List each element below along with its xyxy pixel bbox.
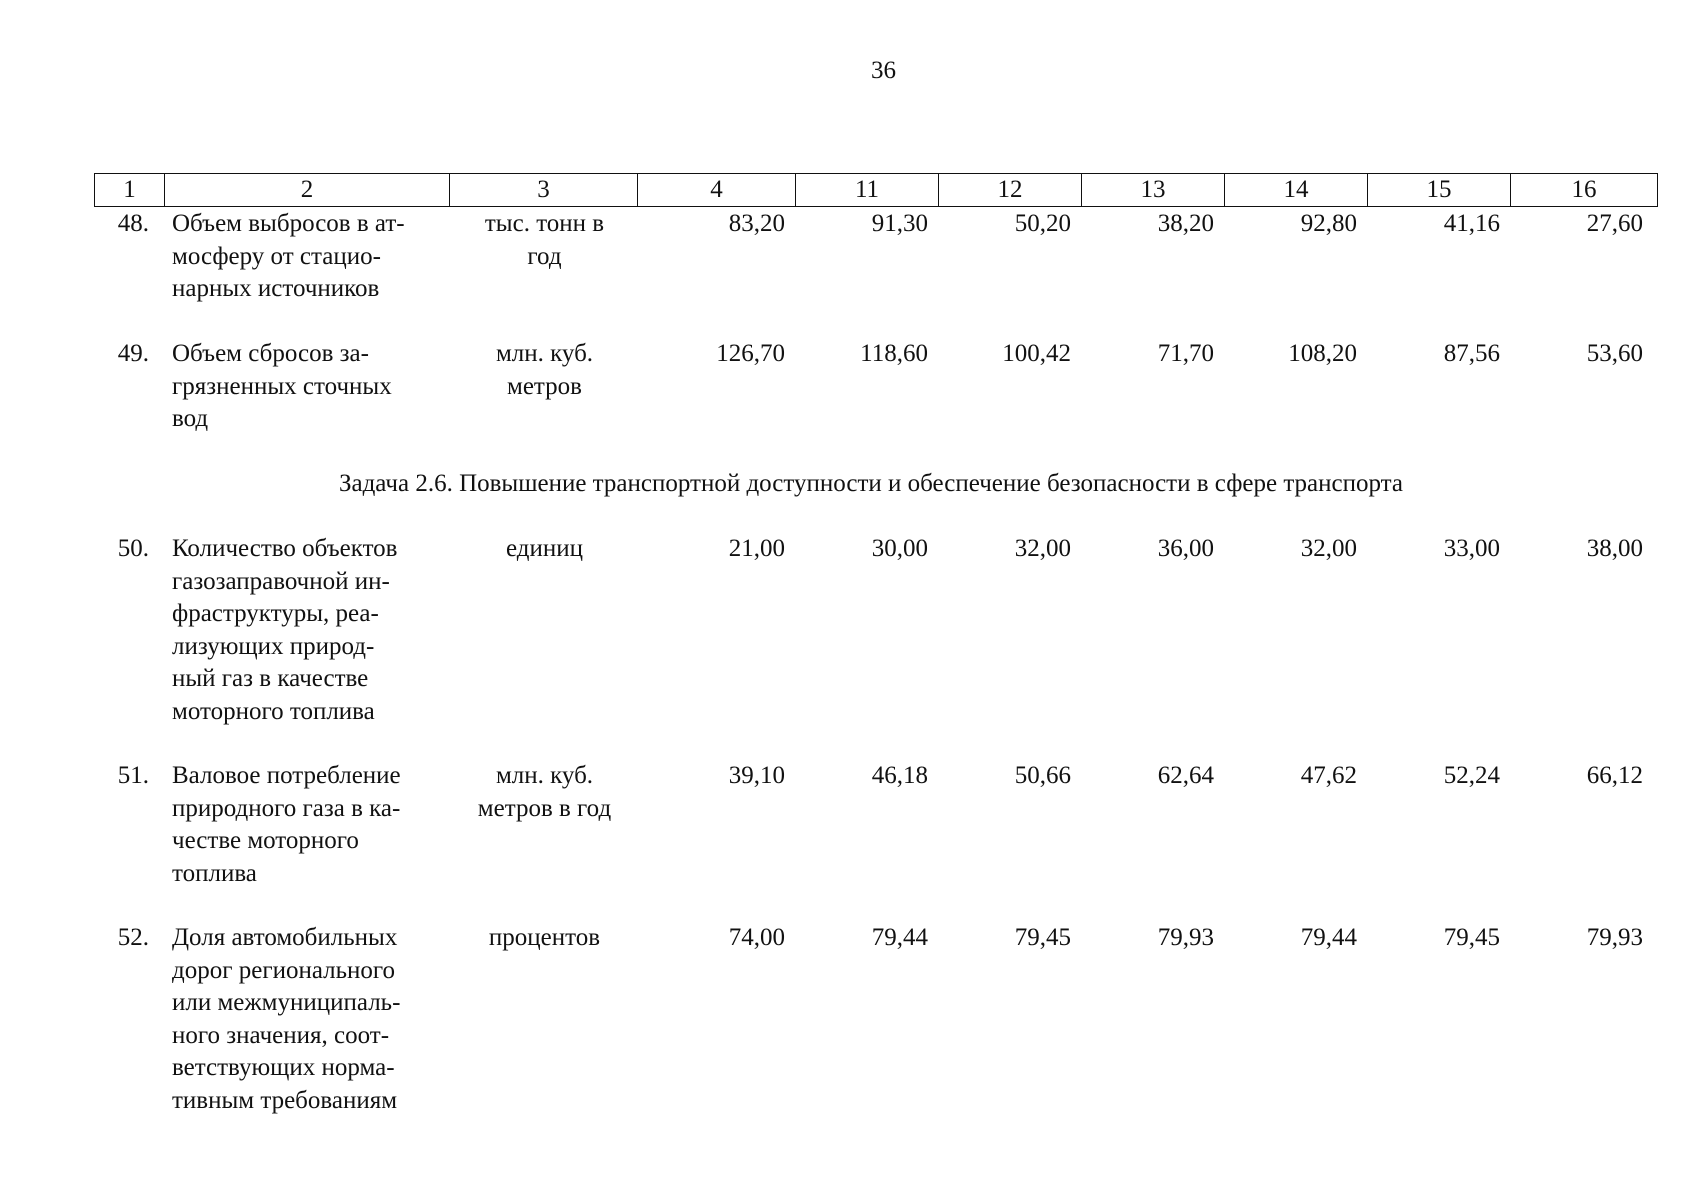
unit-of-measure: млн. куб. метров в год [477, 762, 612, 822]
header-col-11: 11 [796, 174, 939, 207]
value-cell: 71,70 [1157, 340, 1214, 367]
unit-of-measure: млн. куб. метров [495, 340, 594, 400]
value-cell: 46,18 [871, 762, 928, 789]
value-cell: 50,20 [1014, 210, 1071, 237]
value-cell: 38,00 [1586, 535, 1643, 562]
row-number: 51. [117, 762, 149, 789]
value-cell: 66,12 [1586, 762, 1643, 789]
value-cell: 27,60 [1586, 210, 1643, 237]
value-cell: 47,62 [1300, 762, 1357, 789]
header-col-14: 14 [1225, 174, 1368, 207]
header-col-2: 2 [165, 174, 450, 207]
value-cell: 38,20 [1157, 210, 1214, 237]
header-col-3: 3 [450, 174, 638, 207]
value-cell: 118,60 [860, 340, 928, 367]
value-cell: 32,00 [1300, 535, 1357, 562]
value-cell: 30,00 [871, 535, 928, 562]
value-cell: 79,45 [1443, 924, 1500, 951]
row-number: 49. [117, 340, 149, 367]
value-cell: 79,93 [1586, 924, 1643, 951]
value-cell: 126,70 [716, 340, 785, 367]
value-cell: 53,60 [1586, 340, 1643, 367]
value-cell: 39,10 [728, 762, 785, 789]
value-cell: 21,00 [728, 535, 785, 562]
value-cell: 92,80 [1300, 210, 1357, 237]
value-cell: 36,00 [1157, 535, 1214, 562]
row-number: 50. [117, 535, 149, 562]
value-cell: 50,66 [1014, 762, 1071, 789]
value-cell: 74,00 [728, 924, 785, 951]
row-number: 52. [117, 924, 149, 951]
table-header [94, 173, 1658, 207]
header-col-15: 15 [1368, 174, 1511, 207]
value-cell: 79,44 [871, 924, 928, 951]
value-cell: 79,45 [1014, 924, 1071, 951]
indicator-name: Объем выбросов в ат- мосферу от стацио- нарных источников [172, 210, 405, 302]
row-number: 48. [117, 210, 149, 237]
unit-of-measure: процентов [488, 924, 601, 951]
indicator-name: Объем сбросов за- грязненных сточных вод [172, 340, 392, 432]
header-col-16: 16 [1511, 174, 1658, 207]
value-cell: 62,64 [1157, 762, 1214, 789]
value-cell: 83,20 [728, 210, 785, 237]
header-col-4: 4 [638, 174, 796, 207]
unit-of-measure: тыс. тонн в год [484, 210, 605, 270]
header-col-13: 13 [1082, 174, 1225, 207]
header-col-12: 12 [939, 174, 1082, 207]
unit-of-measure: единиц [505, 535, 583, 562]
indicator-name: Валовое потребление природного газа в ка- честве моторного топлива [172, 762, 401, 887]
value-cell: 33,00 [1443, 535, 1500, 562]
value-cell: 108,20 [1288, 340, 1357, 367]
value-cell: 41,16 [1443, 210, 1500, 237]
value-cell: 79,93 [1157, 924, 1214, 951]
indicator-name: Количество объектов газозаправочной ин- фраструктуры, реа- лизующих природ- ный газ в качестве моторного топлива [172, 535, 398, 725]
value-cell: 100,42 [1002, 340, 1071, 367]
indicator-name: Доля автомобильных дорог регионального или межмуниципаль- ного значения, соот- ветствующих норма- тивным требованиям [172, 924, 401, 1114]
value-cell: 87,56 [1443, 340, 1500, 367]
header-col-1: 1 [95, 174, 165, 207]
value-cell: 52,24 [1443, 762, 1500, 789]
page-number: 36 [871, 57, 896, 84]
value-cell: 32,00 [1014, 535, 1071, 562]
section-title: Задача 2.6. Повышение транспортной доступности и обеспечение безопасности в сфере транспорта [338, 470, 1404, 497]
value-cell: 79,44 [1300, 924, 1357, 951]
value-cell: 91,30 [871, 210, 928, 237]
